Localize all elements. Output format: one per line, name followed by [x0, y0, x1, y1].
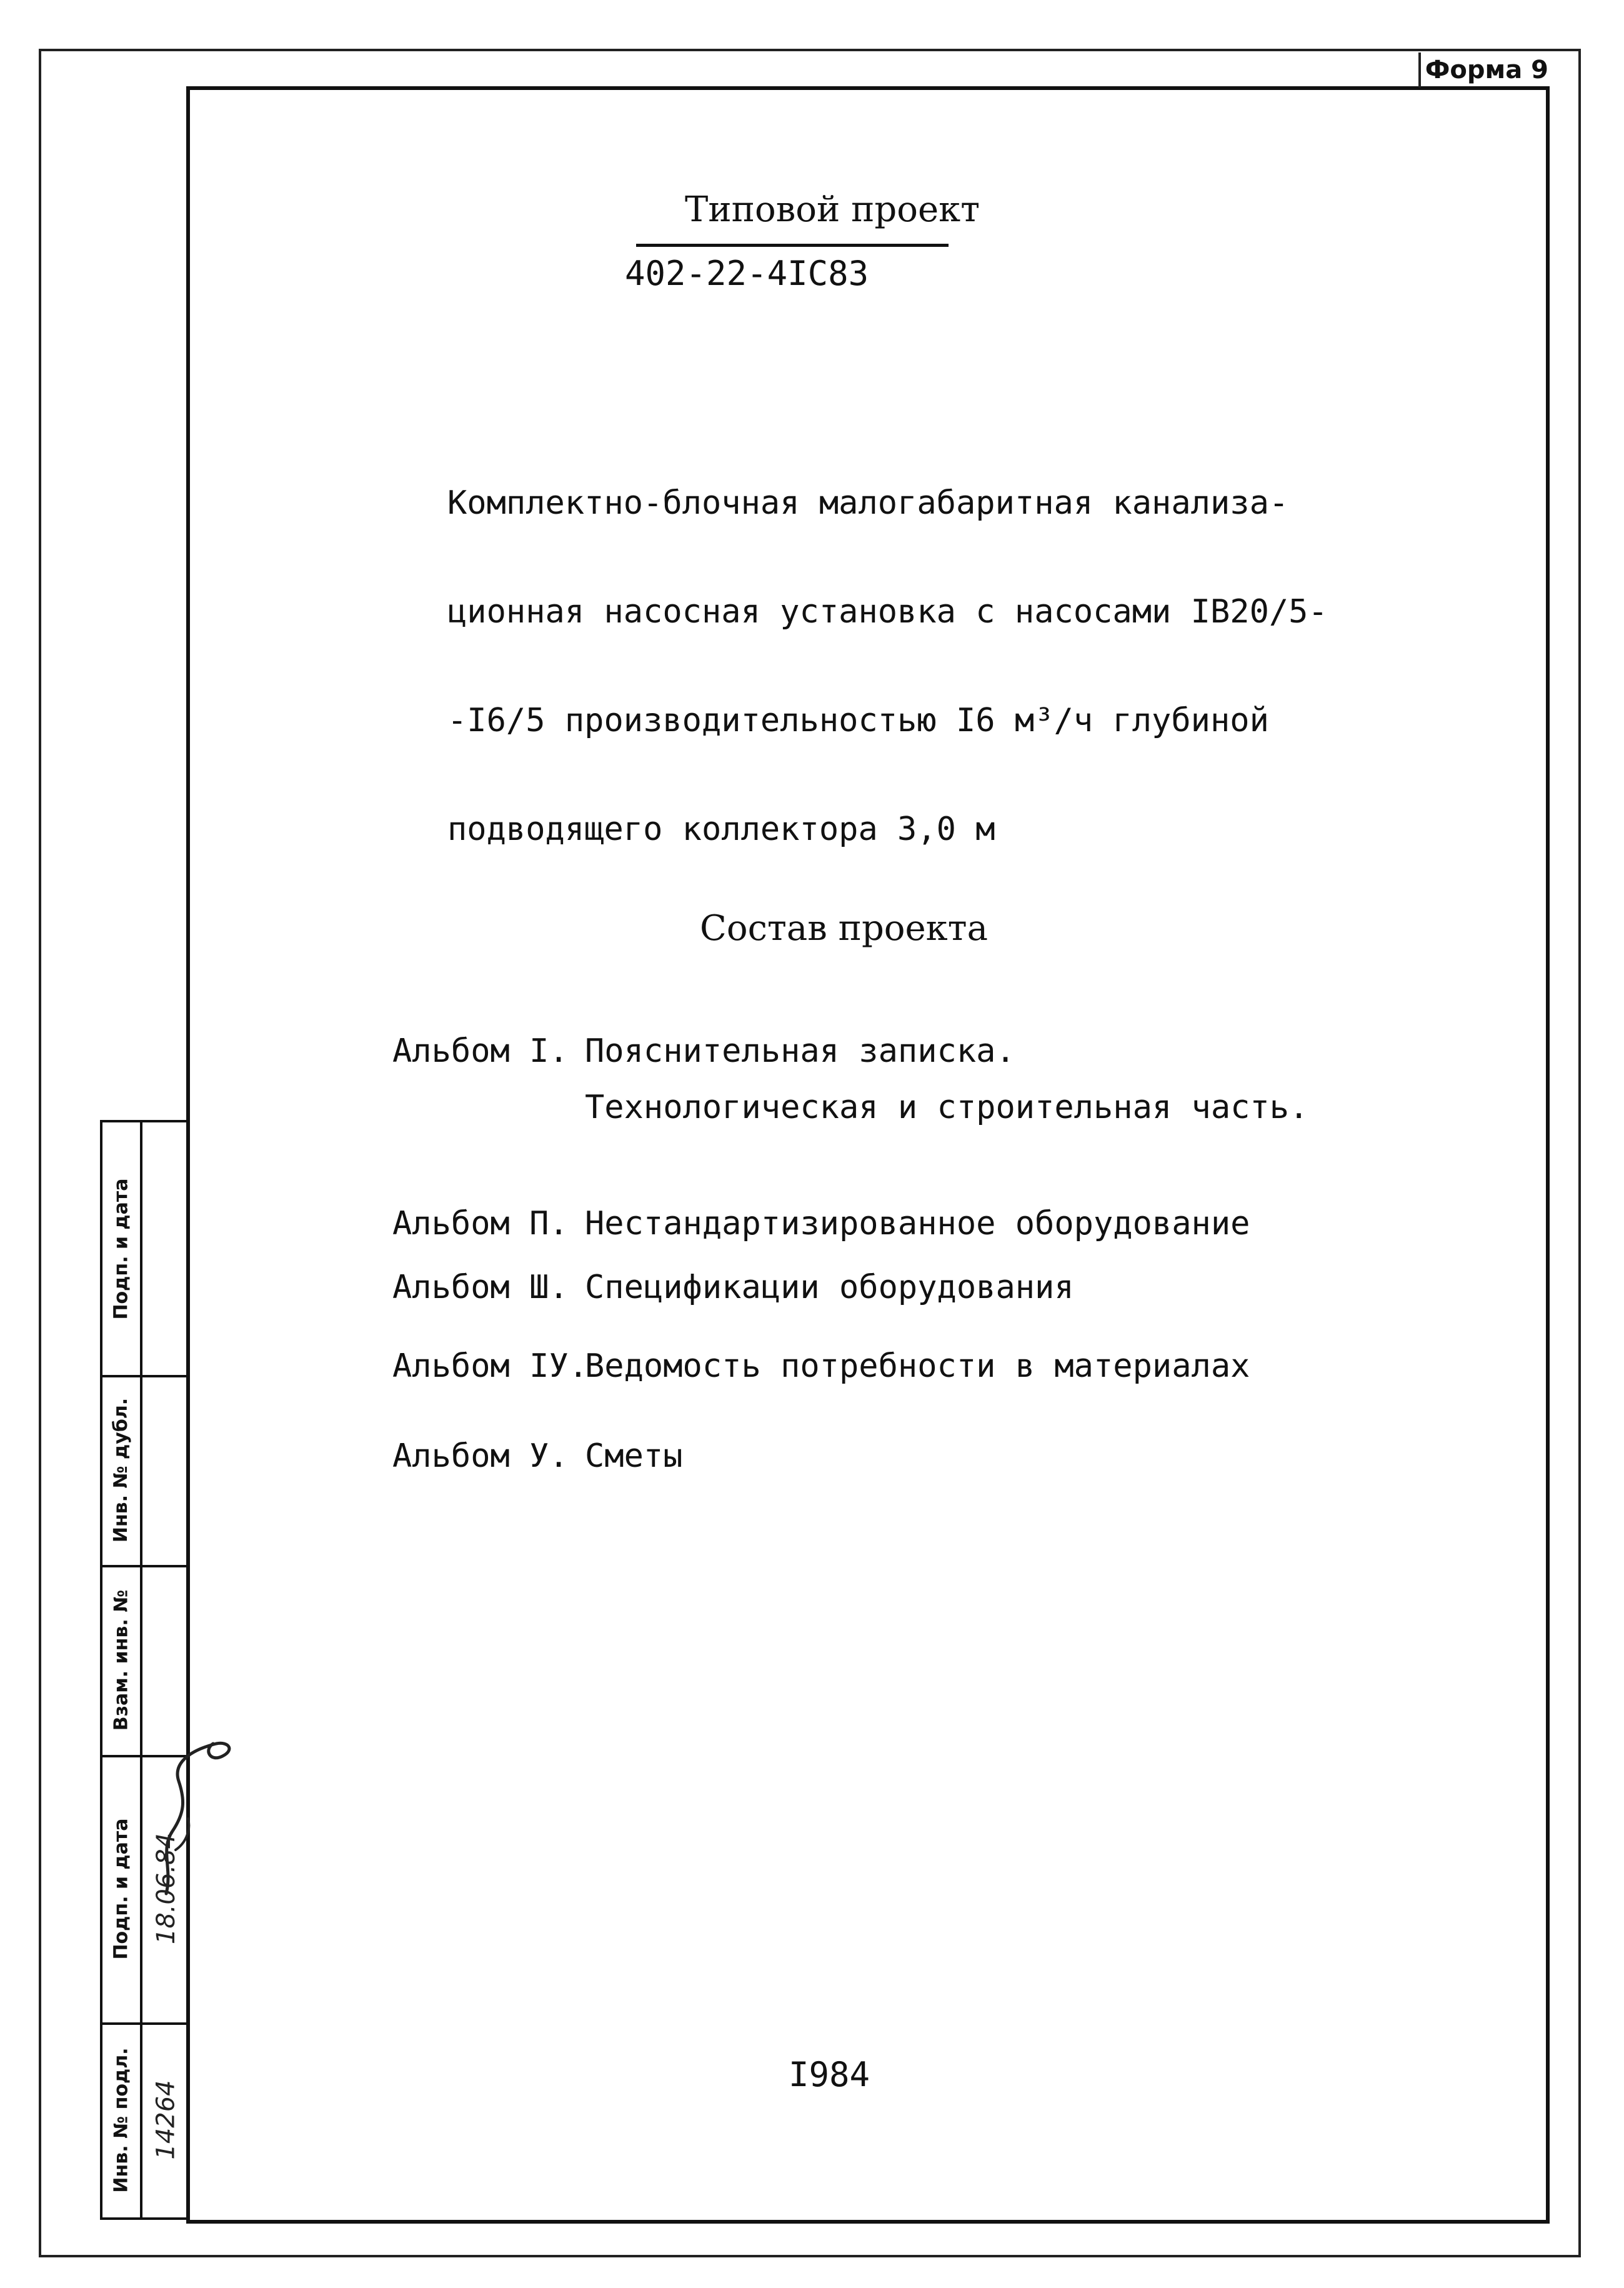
description-line: подводящего коллектора 3,0 м	[447, 811, 995, 848]
stamp-handwritten-date: 18.06.84	[152, 1832, 181, 1945]
document-year: I984	[789, 2055, 870, 2094]
album-label: Альбом У.	[392, 1437, 569, 1475]
project-description	[447, 412, 1328, 884]
album-label: Альбом Ш.	[392, 1269, 569, 1306]
stamp-handwritten-number: 14264	[152, 2080, 181, 2160]
album-label: Альбом П.	[392, 1205, 569, 1242]
album-text: Технологическая и строительная часть.	[585, 1089, 1309, 1126]
form-label: Форма 9	[1418, 52, 1552, 87]
album-text: Нестандартизированное оборудование	[585, 1205, 1250, 1242]
stamp-label: Подп. и дата	[110, 1817, 132, 1960]
stamp-label: Инв. № дубл.	[110, 1397, 132, 1542]
project-number: 402-22-4IC83	[625, 254, 869, 293]
inner-frame	[186, 86, 1550, 2224]
album-text: Пояснительная записка.	[585, 1032, 1015, 1070]
album-text: Ведомость потребности в материалах	[585, 1347, 1250, 1385]
album-label: Альбом I.	[392, 1032, 569, 1070]
stamp-label: Инв. № подл.	[110, 2047, 132, 2193]
stamp-label: Подп. и дата	[110, 1177, 132, 1320]
signature-icon	[141, 1725, 241, 1900]
composition-heading: Состав проекта	[700, 908, 989, 949]
album-label: Альбом IУ.	[392, 1347, 589, 1385]
title-underline	[636, 244, 949, 247]
stamp-label: Взам. инв. №	[110, 1589, 132, 1731]
album-text: Сметы	[585, 1437, 683, 1475]
description-line: ционная насосная установка с насосами IB20/5-	[447, 593, 1328, 631]
album-text: Спецификации оборудования	[585, 1269, 1074, 1306]
document-title: Типовой проект	[685, 189, 980, 230]
description-line: Комплектно-блочная малогабаритная канализа-	[447, 484, 1289, 522]
stamp-strip	[100, 1120, 190, 2220]
description-line: -I6/5 производительностью I6 м³/ч глубиной	[447, 702, 1269, 739]
